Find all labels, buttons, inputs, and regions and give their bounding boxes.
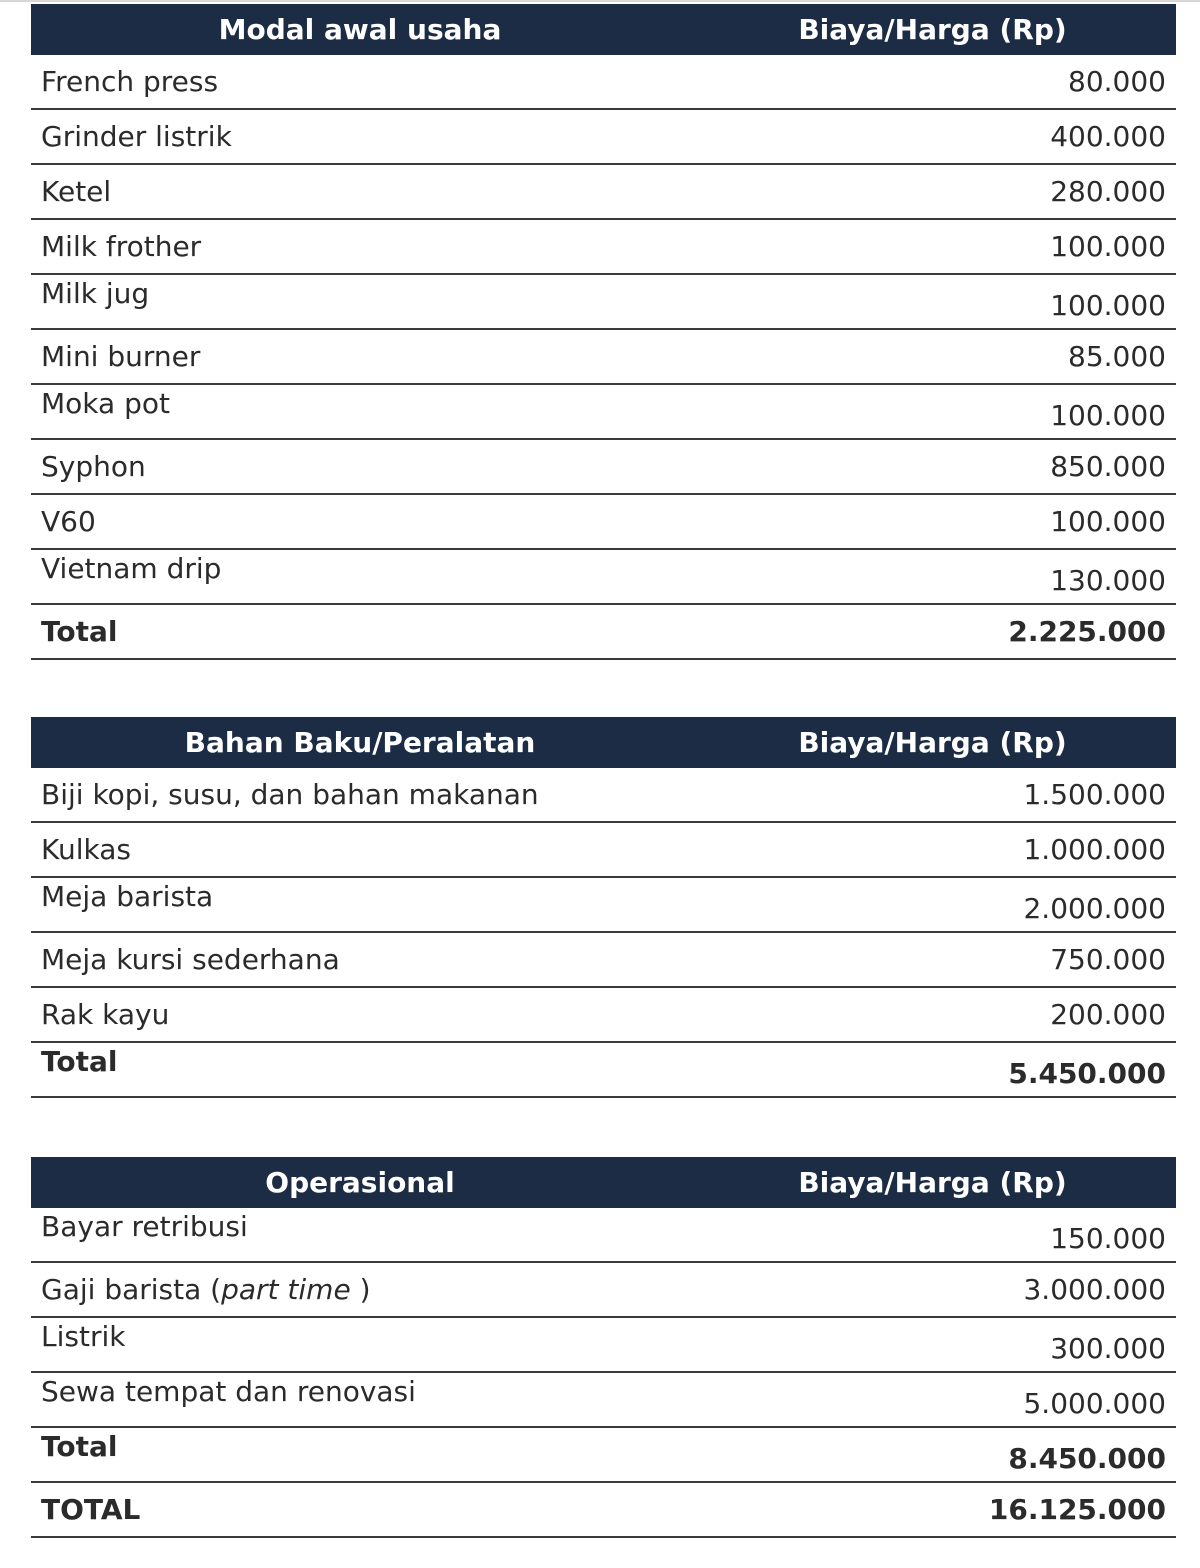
row-label-italic: part time <box>221 1273 351 1306</box>
row-value: 85.000 <box>1068 340 1166 373</box>
table-header <box>31 1157 1176 1208</box>
row-label-prefix: Gaji barista ( <box>41 1273 222 1306</box>
row-value: 1.000.000 <box>1023 833 1166 866</box>
table-row <box>31 988 1176 1043</box>
row-value: 200.000 <box>1050 998 1166 1031</box>
table-row <box>31 1373 1176 1428</box>
table-row <box>31 768 1176 823</box>
table-row <box>31 1208 1176 1263</box>
row-label: Grinder listrik <box>41 120 232 153</box>
table-row <box>31 550 1176 605</box>
table-header <box>31 717 1176 768</box>
table-row <box>31 878 1176 933</box>
row-label-suffix: ) <box>350 1273 371 1306</box>
row-value: 100.000 <box>1050 289 1166 322</box>
total-label: Total <box>41 1045 118 1078</box>
grand-total-value: 16.125.000 <box>988 1493 1166 1526</box>
row-value: 850.000 <box>1050 450 1166 483</box>
row-value: 1.500.000 <box>1023 778 1166 811</box>
row-label: Milk jug <box>41 277 150 310</box>
table-row <box>31 330 1176 385</box>
row-label <box>41 1273 371 1306</box>
grand-total-label: TOTAL <box>41 1493 141 1526</box>
row-value: 300.000 <box>1050 1332 1166 1365</box>
row-value: 130.000 <box>1050 564 1166 597</box>
row-label: Meja kursi sederhana <box>41 943 340 976</box>
total-label: Total <box>41 1430 118 1463</box>
table-row <box>31 933 1176 988</box>
total-value: 2.225.000 <box>1008 615 1166 648</box>
table-row <box>31 1263 1176 1318</box>
header-price-label: Biaya/Harga (Rp) <box>798 726 1067 759</box>
table-modal-awal-usaha <box>31 4 1176 660</box>
table-row <box>31 823 1176 878</box>
table-row <box>31 495 1176 550</box>
row-label: Bayar retribusi <box>41 1210 248 1243</box>
row-value: 80.000 <box>1068 65 1166 98</box>
row-label: Milk frother <box>41 230 202 263</box>
row-label: Biji kopi, susu, dan bahan makanan <box>41 778 539 811</box>
row-value: 5.000.000 <box>1023 1387 1166 1420</box>
grand-total-row <box>31 1483 1176 1538</box>
top-divider <box>0 0 1200 2</box>
row-label: Kulkas <box>41 833 131 866</box>
row-value: 150.000 <box>1050 1222 1166 1255</box>
row-label: French press <box>41 65 219 98</box>
row-label: V60 <box>41 505 96 538</box>
total-row <box>31 1428 1176 1483</box>
row-label: Mini burner <box>41 340 201 373</box>
row-label: Vietnam drip <box>41 552 222 585</box>
row-value: 100.000 <box>1050 230 1166 263</box>
total-value: 8.450.000 <box>1008 1442 1166 1475</box>
table-row <box>31 275 1176 330</box>
table-header <box>31 4 1176 55</box>
row-label: Rak kayu <box>41 998 170 1031</box>
table-row <box>31 55 1176 110</box>
header-price-label: Biaya/Harga (Rp) <box>798 1166 1067 1199</box>
total-row <box>31 1043 1176 1098</box>
row-label: Syphon <box>41 450 146 483</box>
row-label: Meja barista <box>41 880 214 913</box>
table-row <box>31 385 1176 440</box>
header-item-label: Operasional <box>265 1166 455 1199</box>
header-item-label: Bahan Baku/Peralatan <box>184 726 536 759</box>
table-operasional <box>31 1157 1176 1538</box>
row-label: Sewa tempat dan renovasi <box>41 1375 416 1408</box>
total-value: 5.450.000 <box>1008 1057 1166 1090</box>
table-bahan-baku-peralatan <box>31 717 1176 1098</box>
row-value: 400.000 <box>1050 120 1166 153</box>
row-label: Moka pot <box>41 387 170 420</box>
table-row <box>31 220 1176 275</box>
table-row <box>31 165 1176 220</box>
header-price-label: Biaya/Harga (Rp) <box>798 13 1067 46</box>
table-row <box>31 110 1176 165</box>
row-value: 100.000 <box>1050 399 1166 432</box>
total-label: Total <box>41 615 118 648</box>
row-value: 280.000 <box>1050 175 1166 208</box>
table-row <box>31 1318 1176 1373</box>
row-label: Listrik <box>41 1320 126 1353</box>
header-item-label: Modal awal usaha <box>218 13 502 46</box>
row-value: 3.000.000 <box>1023 1273 1166 1306</box>
total-row <box>31 605 1176 660</box>
row-value: 2.000.000 <box>1023 892 1166 925</box>
row-value: 100.000 <box>1050 505 1166 538</box>
table-row <box>31 440 1176 495</box>
row-label: Ketel <box>41 175 112 208</box>
row-value: 750.000 <box>1050 943 1166 976</box>
